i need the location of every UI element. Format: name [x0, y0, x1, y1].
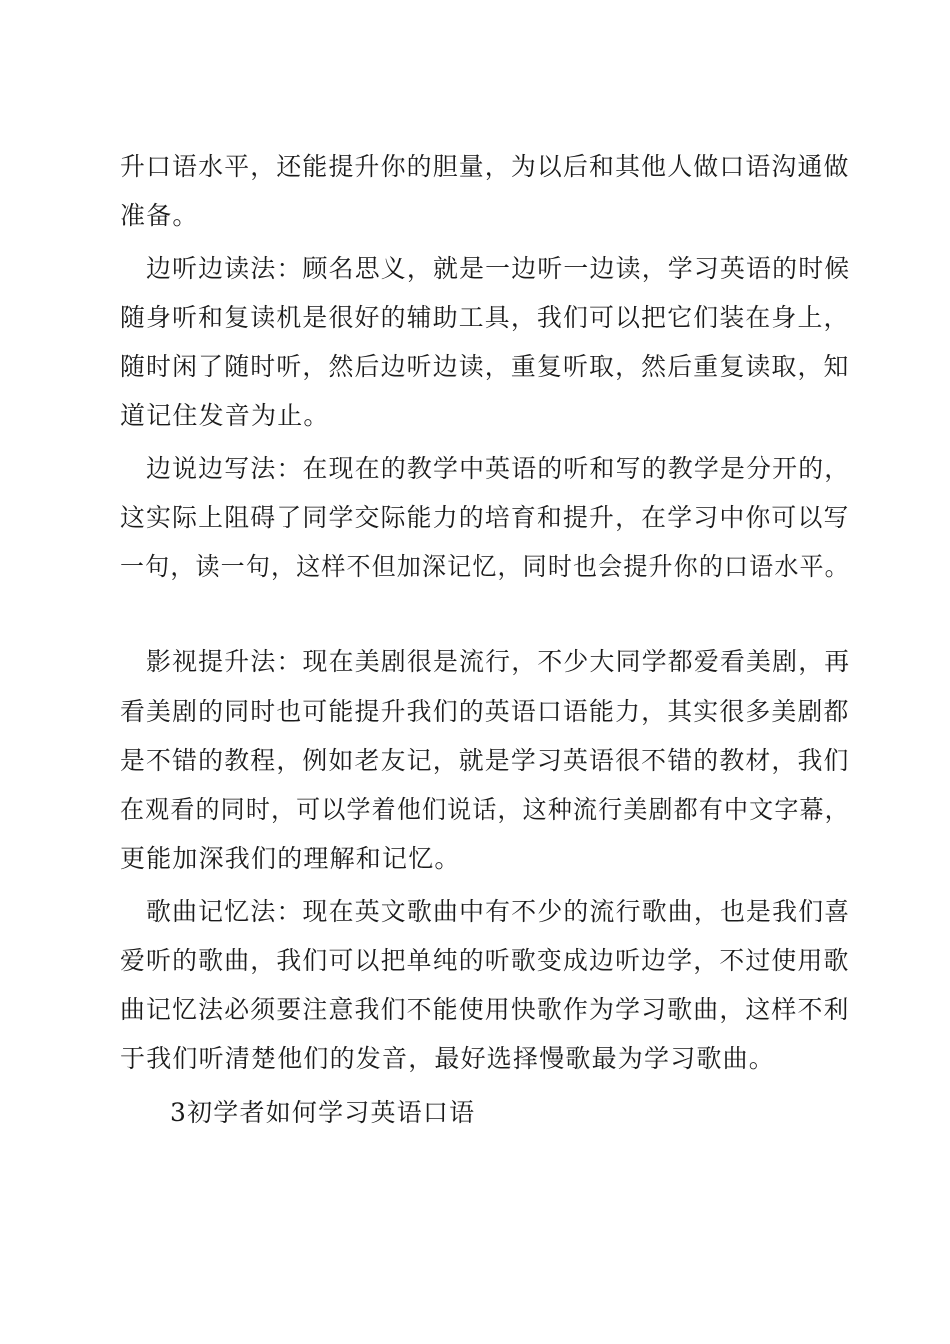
text-line: 这实际上阻碍了同学交际能力的培育和提升，在学习中你可以写: [120, 503, 850, 532]
text-line: 在观看的同时，可以学着他们说话，这种流行美剧都有中文字幕，: [120, 795, 850, 824]
text-line: 准备。: [120, 201, 199, 230]
text-line: 爱听的歌曲，我们可以把单纯的听歌变成边听边学，不过使用歌: [120, 946, 850, 975]
text-line: 边听边读法：顾名思义，就是一边听一边读，学习英语的时候: [146, 254, 851, 283]
text-line: 道记住发音为止。: [120, 401, 330, 430]
text-line: 歌曲记忆法：现在英文歌曲中有不少的流行歌曲，也是我们喜: [146, 897, 851, 926]
text-line: 于我们听清楚他们的发音，最好选择慢歌最为学习歌曲。: [120, 1044, 776, 1073]
text-line: 曲记忆法必须要注意我们不能使用快歌作为学习歌曲，这样不利: [120, 995, 850, 1024]
section-heading: 3初学者如何学习英语口语: [170, 1098, 476, 1127]
text-line: 边说边写法：在现在的教学中英语的听和写的教学是分开的，: [146, 454, 851, 483]
text-line: 升口语水平，还能提升你的胆量，为以后和其他人做口语沟通做: [120, 152, 850, 181]
text-line: 看美剧的同时也可能提升我们的英语口语能力，其实很多美剧都: [120, 697, 850, 726]
text-line: 一句，读一句，这样不但加深记忆，同时也会提升你的口语水平。: [120, 552, 850, 581]
text-line: 随时闲了随时听，然后边听边读，重复听取，然后重复读取，知: [120, 352, 850, 381]
text-line: 随身听和复读机是很好的辅助工具，我们可以把它们装在身上，: [120, 303, 850, 332]
text-line: 更能加深我们的理解和记忆。: [120, 844, 461, 873]
text-line: 影视提升法：现在美剧很是流行，不少大同学都爱看美剧，再: [146, 647, 851, 676]
text-line: 是不错的教程，例如老友记，就是学习英语很不错的教材，我们: [120, 746, 850, 775]
